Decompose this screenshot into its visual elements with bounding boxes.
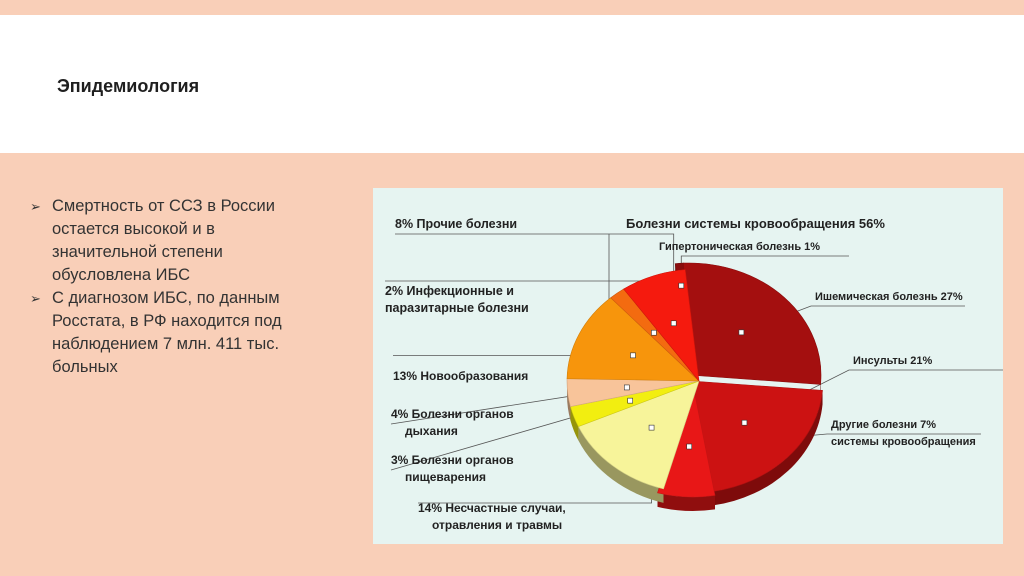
bullet-line: наблюдением 7 млн. 411 тыс.	[52, 335, 280, 353]
slice-label: 4% Болезни органов	[391, 407, 514, 421]
slice-label: Гипертоническая болезнь 1%	[659, 241, 821, 253]
slice-label: 14% Несчастные случаи,	[418, 501, 566, 515]
bullet-item	[30, 195, 330, 287]
leader-point	[742, 420, 747, 425]
slice-label: Инсульты 21%	[853, 355, 933, 367]
slice-label: отравления и травмы	[432, 518, 563, 532]
leader-point	[630, 353, 635, 358]
slice-label: дыхания	[405, 424, 458, 438]
leader-point	[649, 425, 654, 430]
slice-label: 8% Прочие болезни	[395, 217, 518, 231]
slice-label: Ишемическая болезнь 27%	[815, 291, 963, 303]
bullet-line: больных	[52, 358, 118, 376]
slice-label: 13% Новообразования	[393, 369, 529, 383]
leader-point	[624, 385, 629, 390]
slice-label: 3% Болезни органов	[391, 453, 514, 467]
leader-point	[651, 330, 656, 335]
bullet-list	[30, 195, 330, 379]
leader-point	[679, 283, 684, 288]
leader-point	[671, 321, 676, 326]
leader-point	[687, 444, 692, 449]
leader-point	[628, 398, 633, 403]
bullet-line: Смертность от ССЗ в России	[52, 197, 275, 215]
bullet-line: Росстата, в РФ находится под	[52, 312, 282, 330]
pie-slice	[683, 263, 821, 384]
arrow-bullet-icon: ➢	[30, 291, 41, 306]
bullet-line: остается высокой и в	[52, 220, 215, 238]
slice-label: Другие болезни 7%	[831, 419, 937, 431]
chart-title: Болезни системы кровообращения 56%	[626, 216, 885, 231]
bullet-line: С диагнозом ИБС, по данным	[52, 289, 280, 307]
slice-label: системы кровообращения	[831, 436, 976, 448]
slice-label: паразитарные болезни	[385, 301, 529, 315]
pie-chart-panel	[373, 188, 1003, 544]
pie-chart	[373, 188, 1003, 544]
bullet-line: обусловлена ИБС	[52, 266, 191, 284]
arrow-bullet-icon: ➢	[30, 199, 41, 214]
bullet-line: значительной степени	[52, 243, 223, 261]
bullet-item	[30, 287, 330, 379]
slice-label: пищеварения	[405, 470, 486, 484]
leader-point	[739, 330, 744, 335]
slide-title: Эпидемиология	[57, 76, 200, 96]
slice-label: 2% Инфекционные и	[385, 284, 514, 298]
